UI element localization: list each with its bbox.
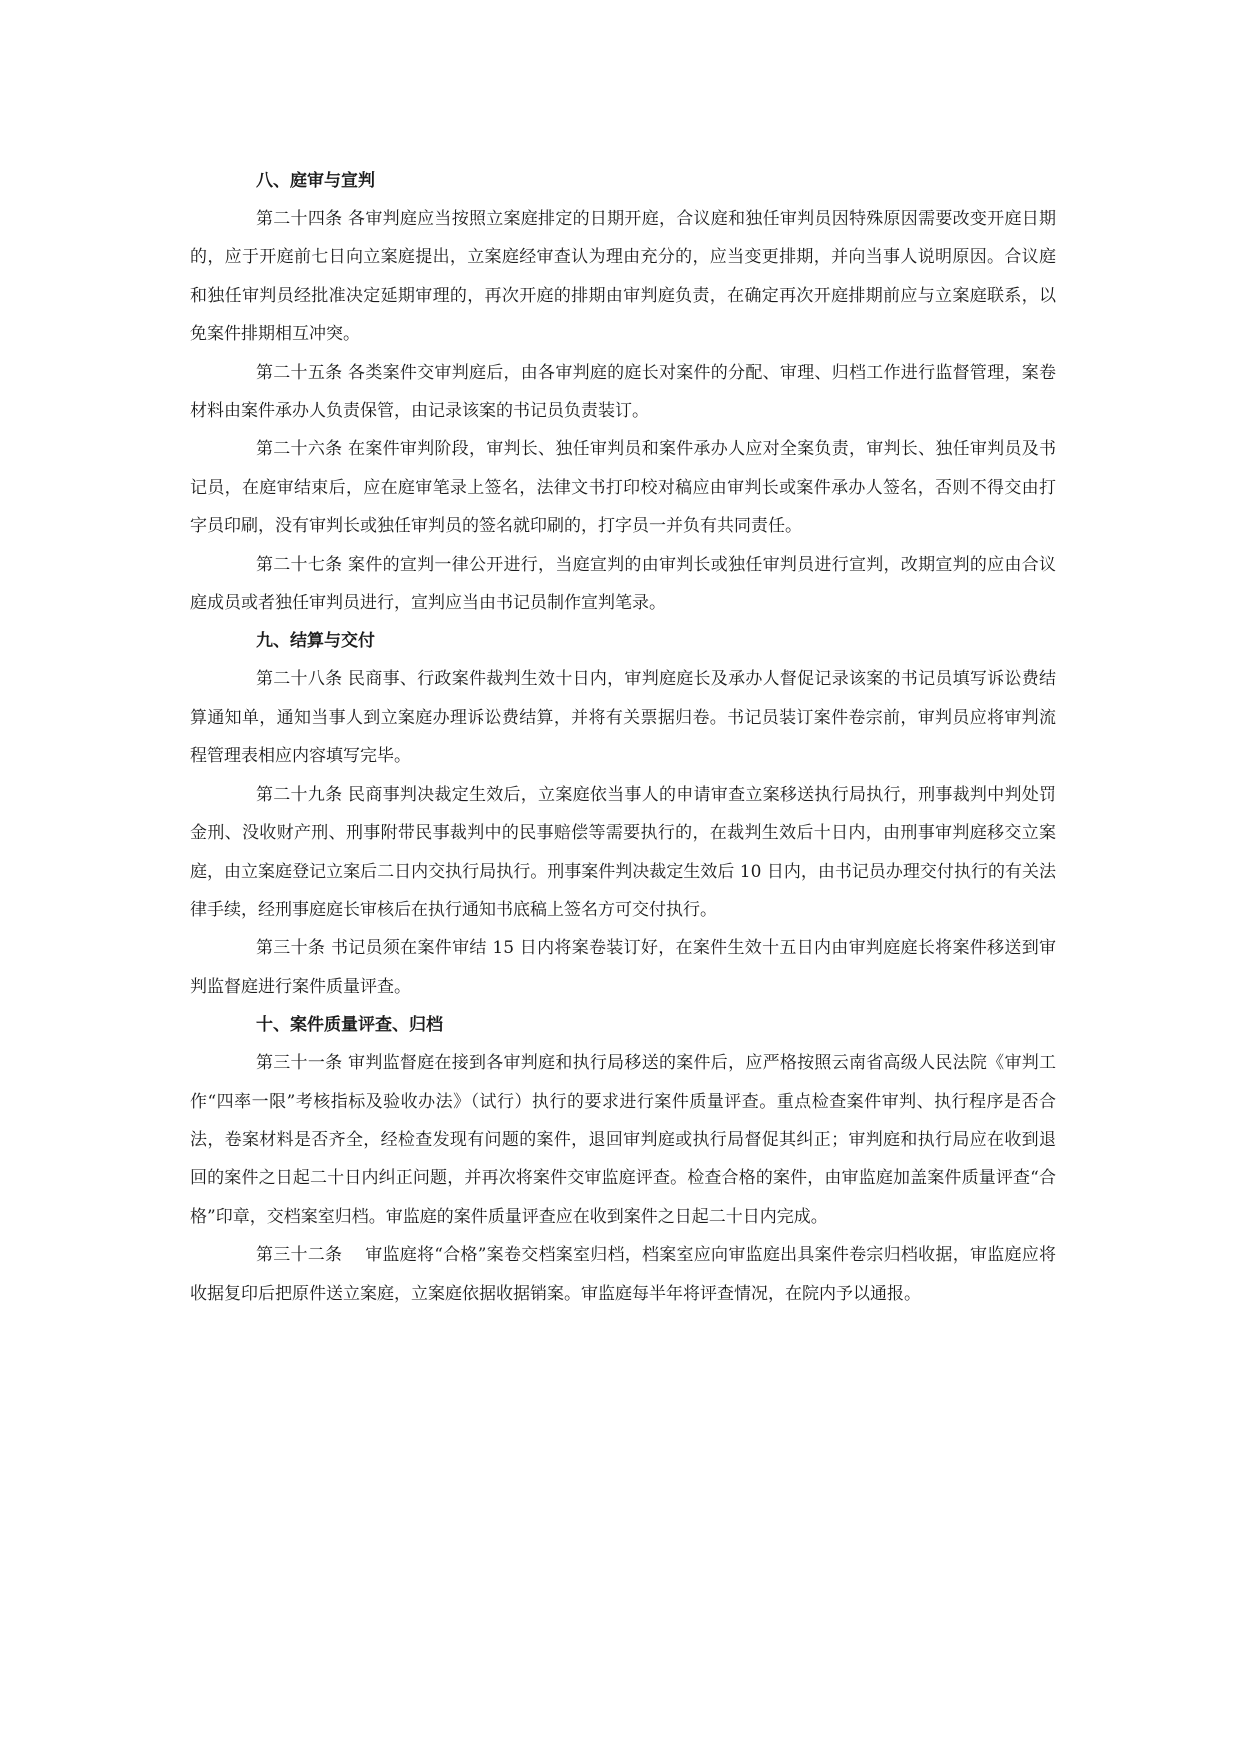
article-25: 第二十五条 各类案件交审判庭后，由各审判庭的庭长对案件的分配、审理、归档工作进行监督管理，案卷材料由案件承办人负责保管，由记录该案的书记员负责装订。	[190, 362, 1056, 422]
article-29: 第二十九条 民商事判决裁定生效后，立案庭依当事人的申请审查立案移送执行局执行，刑事裁判中判处罚金刑、没收财产刑、刑事附带民事裁判中的民事赔偿等需要执行的，在裁判生效后十日内，由刑事审判庭移交立案庭，由立案庭登记立案后二日内交执行局执行。刑事案件判决裁定生效后 10 日内，由书记员办理交付执行的有关法律手续，经刑事庭庭长审核后在执行通知书底稿上签名方可交付执行。	[190, 784, 1056, 920]
section-heading: 十、案件质量评查、归档	[256, 1015, 443, 1036]
section-heading: 九、结算与交付	[256, 631, 375, 652]
article-27: 第二十七条 案件的宣判一律公开进行，当庭宣判的由审判长或独任审判员进行宣判，改期宣判的应由合议庭成员或者独任审判员进行，宣判应当由书记员制作宣判笔录。	[190, 554, 1056, 614]
section-court-trial-and-judgment	[190, 162, 1056, 622]
section-heading: 八、庭审与宣判	[256, 171, 375, 191]
document-page	[190, 162, 1056, 1313]
article-32: 第三十二条 审监庭将“合格”案卷交档案室归档，档案室应向审监庭出具案件卷宗归档收据，审监庭应将收据复印后把原件送立案庭，立案庭依据收据销案。审监庭每半年将评查情况，在院内予以通报。	[190, 1245, 1056, 1304]
section-settlement-and-delivery	[190, 622, 1056, 1006]
section-quality-review-and-archiving	[190, 1006, 1056, 1313]
article-28: 第二十八条 民商事、行政案件裁判生效十日内，审判庭庭长及承办人督促记录该案的书记员填写诉讼费结算通知单，通知当事人到立案庭办理诉讼费结算，并将有关票据归卷。书记员装订案件卷宗前，审判员应将审判流程管理表相应内容填写完毕。	[190, 669, 1056, 767]
article-31: 第三十一条 审判监督庭在接到各审判庭和执行局移送的案件后，应严格按照云南省高级人民法院《审判工作“四率一限”考核指标及验收办法》（试行）执行的要求进行案件质量评查。重点检查案件审判、执行程序是否合法，卷案材料是否齐全，经检查发现有问题的案件，退回审判庭或执行局督促其纠正；审判庭和执行局应在收到退回的案件之日起二十日内纠正问题，并再次将案件交审监庭评查。检查合格的案件，由审监庭加盖案件质量评查“合格”印章，交档案室归档。审监庭的案件质量评查应在收到案件之日起二十日内完成。	[190, 1053, 1056, 1227]
article-30: 第三十条 书记员须在案件审结 15 日内将案卷装订好，在案件生效十五日内由审判庭庭长将案件移送到审判监督庭进行案件质量评查。	[190, 938, 1056, 997]
article-26: 第二十六条 在案件审判阶段，审判长、独任审判员和案件承办人应对全案负责，审判长、独任审判员及书记员，在庭审结束后，应在庭审笔录上签名，法律文书打印校对稿应由审判长或案件承办人签名，否则不得交由打字员印刷，没有审判长或独任审判员的签名就印刷的，打字员一并负有共同责任。	[190, 439, 1056, 537]
article-24: 第二十四条 各审判庭应当按照立案庭排定的日期开庭，合议庭和独任审判员因特殊原因需要改变开庭日期的，应于开庭前七日向立案庭提出，立案庭经审查认为理由充分的，应当变更排期，并向当事人说明原因。合议庭和独任审判员经批准决定延期审理的，再次开庭的排期由审判庭负责，在确定再次开庭排期前应与立案庭联系，以免案件排期相互冲突。	[190, 209, 1056, 345]
